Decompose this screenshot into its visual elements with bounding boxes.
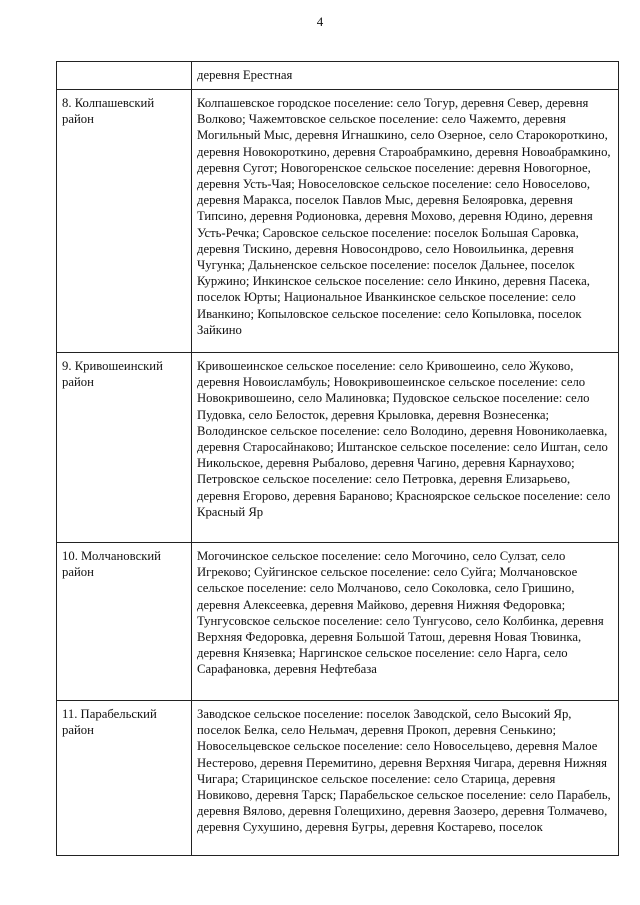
table-row bbox=[57, 701, 619, 856]
table-row bbox=[57, 353, 619, 543]
settlements-cell: Могочинское сельское поселение: село Могочино, село Сулзат, село Игреково; Суйгинское сельское поселение: село Суйга; Молчановское сельское поселение: село Молчаново, село Соколовка, село Гришино, деревня Алексеевка, деревня Майково, деревня Нижняя Федоровка; Тунгусовское сельское поселение: село Тунгусово, село Колбинка, деревня Верхняя Федоровка, деревня Большой Татош, деревня Новая Тювинка, деревня Князевка; Наргинское сельское поселение: село Нарга, село Сарафановка, деревня Нефтебаза bbox=[192, 543, 619, 701]
district-cell bbox=[57, 62, 192, 90]
page-number: 4 bbox=[316, 14, 324, 29]
district-cell: 9. Кривошеинский район bbox=[57, 353, 192, 543]
settlements-cell: Кривошеинское сельское поселение: село Кривошеино, село Жуково, деревня Новоисламбуль; Новокривошеинское сельское поселение: село Новокривошеино, село Малиновка; Пудовское сельское поселение: село Пудовка, село Белосток, деревня Крыловка, деревня Вознесенка; Володинское сельское поселение: село Володино, деревня Новониколаевка, деревня Старосайнаково; Иштанское сельское поселение: село Иштан, село Никольское, деревня Рыбалово, деревня Чагино, деревня Карнаухово; Петровское сельское поселение: село Петровка, деревня Елизарьево, деревня Егорово, деревня Бараново; Красноярское сельское поселение: село Красный Яр bbox=[192, 353, 619, 543]
district-cell: 10. Молчановский район bbox=[57, 543, 192, 701]
settlements-cell: Заводское сельское поселение: поселок Заводской, село Высокий Яр, поселок Белка, село Нельмач, деревня Прокоп, деревня Сенькино; Новосельцевское сельское поселение: село Новосельцево, деревня Малое Нестерово, деревня Перемитино, деревня Верхняя Чигара, деревня Нижняя Чигара; Старицинское сельское поселение: село Старица, деревня Новиково, деревня Тарск; Парабельское сельское поселение: село Парабель, деревня Вялово, деревня Голещихино, деревня Заозеро, деревня Толмачево, деревня Сухушино, деревня Бугры, деревня Костарево, поселок bbox=[192, 701, 619, 856]
settlements-cell: деревня Ерестная bbox=[192, 62, 619, 90]
district-cell: 8. Колпашевский район bbox=[57, 90, 192, 353]
districts-table bbox=[56, 61, 619, 856]
table-row bbox=[57, 543, 619, 701]
district-cell: 11. Парабельский район bbox=[57, 701, 192, 856]
table-row bbox=[57, 62, 619, 90]
table-row bbox=[57, 90, 619, 353]
settlements-cell: Колпашевское городское поселение: село Тогур, деревня Север, деревня Волково; Чажемтовское сельское поселение: село Чажемто, деревня Могильный Мыс, деревня Игнашкино, село Озерное, село Старокороткино, деревня Новокороткино, деревня Староабрамкино, деревня Новоабрамкино, деревня Сугот; Новогоренское сельское поселение: деревня Новогорное, деревня Усть-Чая; Новоселовское сельское поселение: село Новоселово, деревня Маракса, поселок Павлов Мыс, деревня Белояровка, деревня Типсино, деревня Родионовка, деревня Мохово, деревня Юдино, деревня Усть-Речка; Саровское сельское поселение: поселок Большая Саровка, деревня Тискино, деревня Новосондрово, село Новоильинка, деревня Чугунка; Дальненское сельское поселение: поселок Дальнее, поселок Куржино; Инкинское сельское поселение: село Инкино, деревня Пасека, поселок Юрты; Национальное Иванкинское сельское поселение: село Иванкино; Копыловское сельское поселение: село Копыловка, поселок Зайкино bbox=[192, 90, 619, 353]
